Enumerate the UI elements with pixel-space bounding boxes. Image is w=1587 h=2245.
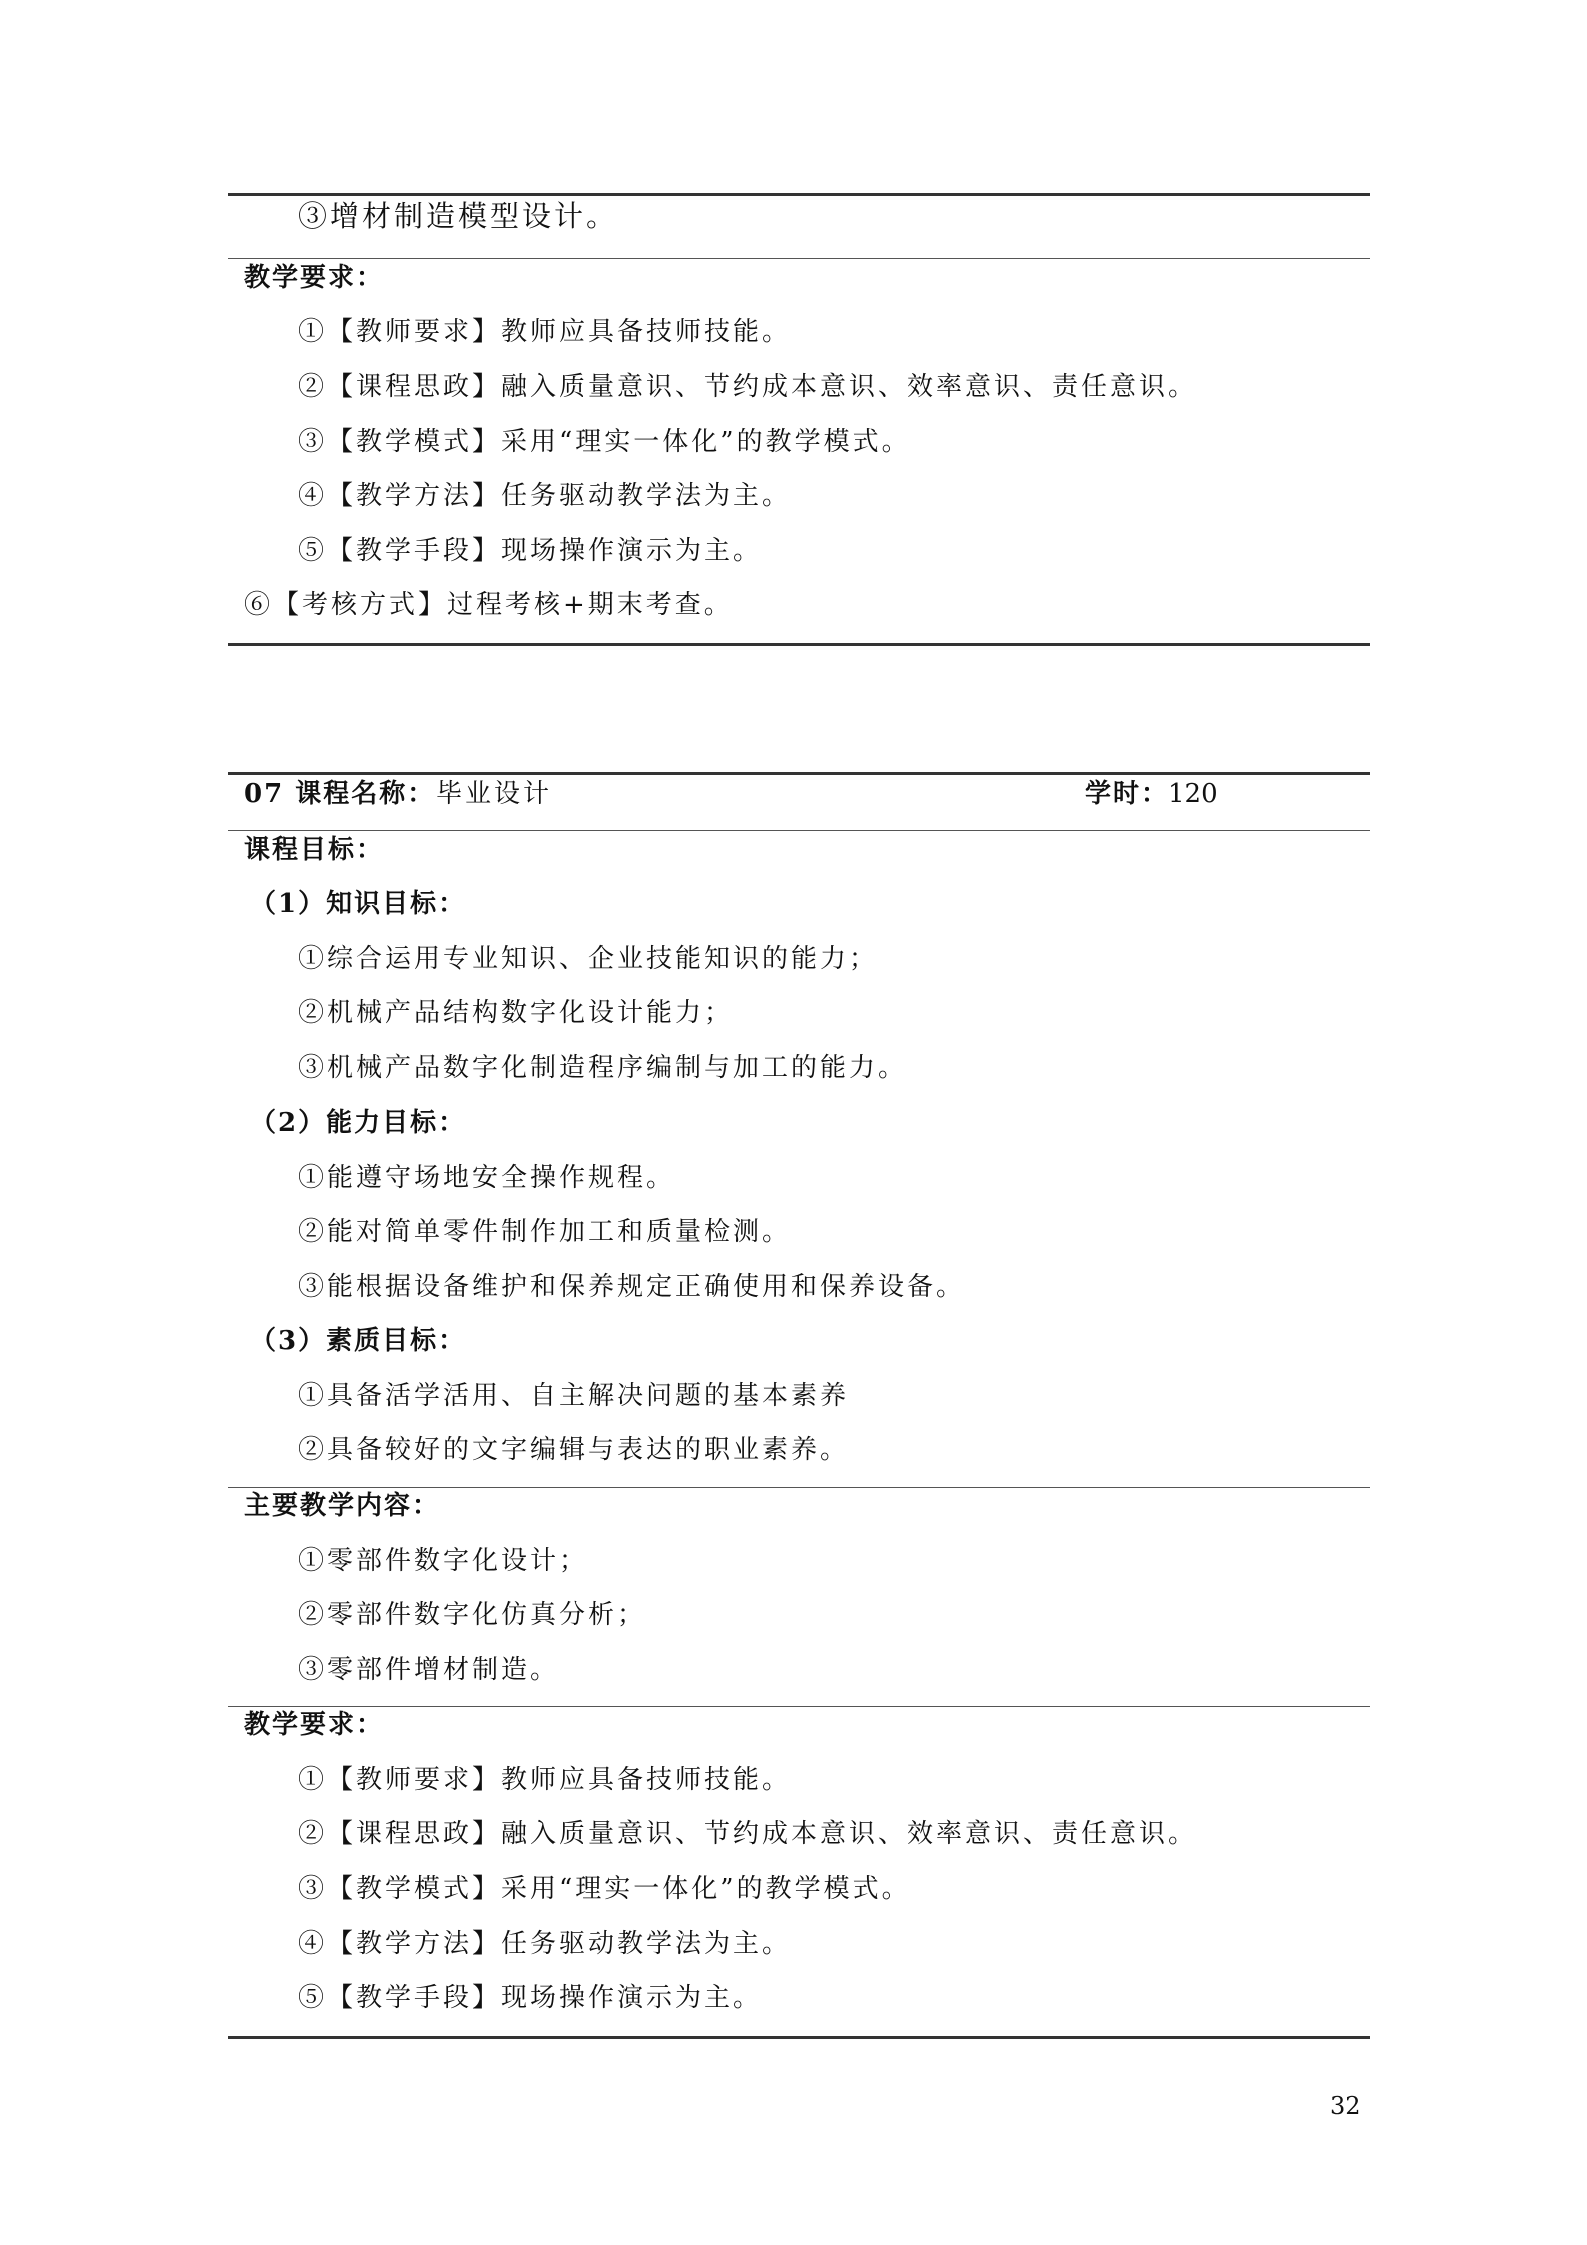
requirement-item: ⑤【教学手段】现场操作演示为主。 (298, 1983, 763, 2013)
requirement-item: ④【教学方法】任务驱动教学法为主。 (298, 1929, 792, 1959)
goal-item: ②机械产品结构数字化设计能力； (298, 998, 734, 1028)
course-goals-heading: 课程目标： (244, 835, 385, 865)
section-divider (228, 1706, 1370, 1707)
requirement-item: ②【课程思政】融入质量意识、节约成本意识、效率意识、责任意识。 (298, 1819, 1198, 1849)
content-item: ③零部件增材制造。 (298, 1655, 560, 1685)
goal-item: ③能根据设备维护和保养规定正确使用和保养设备。 (298, 1272, 966, 1302)
requirement-item: ①【教师要求】教师应具备技师技能。 (298, 1765, 792, 1795)
ability-goals-heading: （2）能力目标： (250, 1108, 467, 1138)
section-divider (228, 1487, 1370, 1488)
course-name-label: 07 课程名称： (244, 779, 436, 809)
table-bottom-border (228, 2036, 1370, 2039)
content-item: ③增材制造模型设计。 (298, 199, 619, 233)
goal-item: ②能对简单零件制作加工和质量检测。 (298, 1217, 792, 1247)
course-hours-value: 120 (1168, 779, 1218, 809)
content-item: ①零部件数字化设计； (298, 1546, 589, 1576)
table-top-border (228, 193, 1370, 196)
goal-item: ②具备较好的文字编辑与表达的职业素养。 (298, 1435, 850, 1465)
goal-item: ①能遵守场地安全操作规程。 (298, 1163, 676, 1193)
table-top-border (228, 772, 1370, 775)
requirement-item: ⑥【考核方式】过程考核+期末考查。 (244, 590, 733, 620)
content-item: ②零部件数字化仿真分析； (298, 1600, 647, 1630)
goal-item: ①综合运用专业知识、企业技能知识的能力； (298, 944, 879, 974)
requirements-heading: 教学要求： (244, 263, 385, 293)
requirement-item: ②【课程思政】融入质量意识、节约成本意识、效率意识、责任意识。 (298, 372, 1198, 402)
page-number: 32 (1330, 2092, 1361, 2120)
requirements-heading: 教学要求： (244, 1710, 385, 1740)
goal-item: ③机械产品数字化制造程序编制与加工的能力。 (298, 1053, 908, 1083)
requirement-item: ④【教学方法】任务驱动教学法为主。 (298, 481, 792, 511)
course-hours-label: 学时： (1085, 779, 1170, 809)
table-bottom-border (228, 643, 1370, 646)
requirement-item: ⑤【教学手段】现场操作演示为主。 (298, 536, 763, 566)
requirement-item: ①【教师要求】教师应具备技师技能。 (298, 317, 792, 347)
knowledge-goals-heading: （1）知识目标： (250, 889, 467, 919)
requirement-item: ③【教学模式】采用“理实一体化”的教学模式。 (298, 1874, 911, 1904)
requirement-item: ③【教学模式】采用“理实一体化”的教学模式。 (298, 427, 911, 457)
main-content-heading: 主要教学内容： (244, 1491, 441, 1521)
section-divider (228, 830, 1370, 831)
section-divider (228, 258, 1370, 259)
goal-item: ①具备活学活用、自主解决问题的基本素养 (298, 1381, 850, 1411)
course-name-value: 毕业设计 (436, 779, 553, 809)
quality-goals-heading: （3）素质目标： (250, 1326, 467, 1356)
